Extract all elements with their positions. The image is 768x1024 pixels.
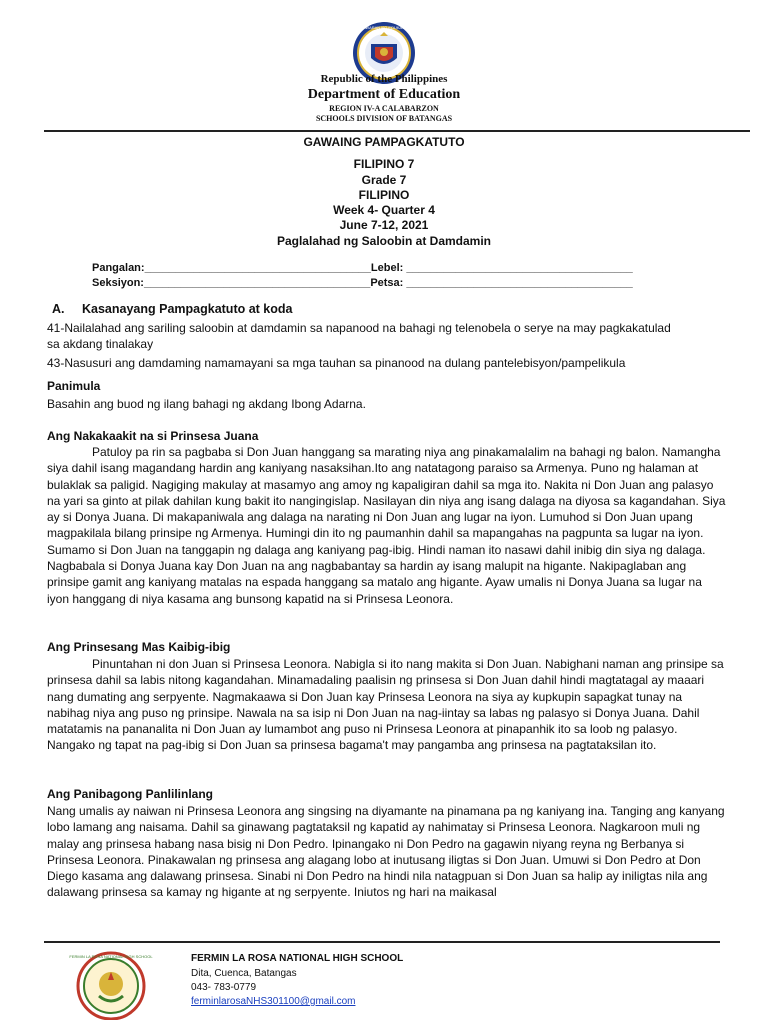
- story1-paragraph: Patuloy pa rin sa pagbaba si Don Juan hanggang sa marating niya ang pinakamalalim na bahagi ng balon. Namangha siya dahil isang magandang hardin ang kaniyang nasaksihan.Ito ang natatagong paraiso sa Armenya. Puno ng halaman at bulaklak sa paligid. Nagiging makulay at masamyo ang amoy ng kapaligiran dahil sa mga ito. Nakita ni Don Juan ang palasyo na yari sa ginto at pilak dahilan kung bakit ito nangingislap. Nasilayan din niya ang isang dalaga na diyosa sa kagandahan. Siya ay si Donya Juana. Di makapaniwala ang dalaga na narating ni Don Juan ang lugar na iyon. Lumuhod si Don Juan upang magpakilala bilang prinsipe ng Armenya. Humingi din ito ng paumanhin dahil sa mapangahas na pagpunta sa lugar na iyon. Sumamo si Don Juan na tanggapin ng dalaga ang kaniyang pag-ibig. Hindi naman ito nasawi dahil inibig din siya ng dalaga. Nagbabala si Donya Juana kay Don Juan na ang nagbabantay sa hardin ay isang malupit na higante. Nakipaglaban ang prinsipe gamit ang kaniyang matalas na espada hanggang sa matalo ang higante. Ayaw umalis ni Donya Juana sa lugar na iyon hanggang di niya kasama ang bunsong kapatid na si Prinsesa Leonora.: [47, 445, 726, 606]
- subject-code: FILIPINO 7: [353, 157, 415, 171]
- school-logo-icon: [66, 950, 156, 1020]
- republic-text: Republic of the Philippines: [320, 73, 448, 85]
- school-logo-text: FERMIN LA ROSA NATIONAL HIGH SCHOOL: [69, 954, 153, 959]
- department-name: Department of Education: [307, 87, 461, 102]
- date-range: June 7-12, 2021: [339, 218, 429, 232]
- region-text: REGION IV-A CALABARZON: [329, 104, 439, 113]
- footer-divider: [44, 941, 720, 943]
- story2-heading: Ang Prinsesang Mas Kaibig-ibig: [47, 640, 231, 654]
- seal-text: KAGAWARAN NG EDUKASYON: [354, 25, 414, 30]
- panimula-text: Basahin ang buod ng ilang bahagi ng akdang Ibong Adarna.: [47, 397, 366, 411]
- story3-body: [47, 803, 727, 901]
- school-email-link[interactable]: ferminlarosaNHS301100@gmail.com: [191, 996, 356, 1007]
- division-text: SCHOOLS DIVISION OF BATANGAS: [315, 114, 453, 123]
- competency-line: sa akdang tinalakay: [47, 337, 154, 352]
- story3-heading: Ang Panibagong Panlilinlang: [47, 787, 214, 801]
- section-date-field[interactable]: Seksiyon:_____________________________________Petsa: _____________________________________: [92, 277, 633, 289]
- grade-level: Grade 7: [361, 173, 407, 187]
- section-a-letter: A.: [52, 302, 65, 316]
- header-divider: [44, 130, 750, 132]
- competencies-list: [47, 320, 727, 371]
- section-a-heading: [52, 302, 292, 316]
- panimula-heading: Panimula: [47, 379, 101, 393]
- story2-body: [47, 656, 727, 754]
- section-a-title: Kasanayang Pampagkatuto at koda: [82, 302, 293, 316]
- subject-name: FILIPINO: [358, 188, 410, 202]
- story1-heading: Ang Nakakaakit na si Prinsesa Juana: [47, 429, 259, 443]
- story3-paragraph: Nang umalis ay naiwan ni Prinsesa Leonora ang singsing na diyamante na pinamana pa ng kaniyang ina. Tanging ang kanyang lobo lamang ang naisama. Dahil sa ginawang pagtataksil ng kapatid ay nahimatay si Prinsesa Leonora. Nagkaroon muli ng malay ang prinsesa habang nasa bisig ni Don Pedro. Ipinangako ni Don Pedro na gagawin niyang reyna ng Berbanya si Prinsesa Leonora. Pinakawalan ng prinsesa ang alagang lobo at inutusang iligtas si Don Juan. Umuwi si Don Pedro at Don Diego kasama ang dalawang prinsesa. Sinabi ni Don Pedro na hindi nila natagpuan si Don Juan sa halip ay iniligtas nila ang dalawang prinsesa sa kamay ng higante at ng serpyente. Iniutos ng hari na maikasal: [47, 804, 725, 900]
- name-level-field[interactable]: Pangalan:_____________________________________Lebel: _____________________________________: [92, 262, 633, 274]
- worksheet-title: GAWAING PAMPAGKATUTO: [303, 135, 465, 149]
- lesson-topic: Paglalahad ng Saloobin at Damdamin: [276, 234, 492, 248]
- competency-line: 43-Nasusuri ang damdaming namamayani sa mga tauhan sa pinanood na dulang pantelebisyon/pampelikula: [47, 355, 626, 370]
- school-address: Dita, Cuenca, Batangas: [191, 968, 297, 979]
- school-name: FERMIN LA ROSA NATIONAL HIGH SCHOOL: [191, 953, 404, 964]
- story1-body: [47, 444, 727, 607]
- week-quarter: Week 4- Quarter 4: [333, 203, 435, 217]
- competency-line: 41-Nailalahad ang sariling saloobin at damdamin sa napanood na bahagi ng telenobela o serye na may pagkakatulad: [47, 321, 671, 335]
- school-phone: 043- 783-0779: [191, 982, 257, 993]
- story2-paragraph: Pinuntahan ni don Juan si Prinsesa Leonora. Nabigla si ito nang makita si Don Juan. Nabighani naman ang prinsipe sa prinsesa dahil sa labis nitong kagandahan. Minamadaling paalisin ng prinsesa si Don Juan dahil hindi magtatagal ay maaari nang dumating ang serpyente. Nagmakaawa si Don Juan kay Prinsesa Leonora na siya ay kupkupin sapagkat tunay na nabihag niya ang puso ng prinsipe. Nawala na sa isip ni Don Juan na nag-iintay sa labas ng palasyo si Donya Juana. Dahil matatamis na pananalita ni Don Juan ay lumambot ang puso ni Prinsesa Leonora at pinapanhik ito sa loob ng palasyo. Nangako ng tapat na pag-ibig si Don Juan sa prinsesa bagama't may pangamba ang prinsesa na pagtataksilan ito.: [47, 657, 724, 753]
